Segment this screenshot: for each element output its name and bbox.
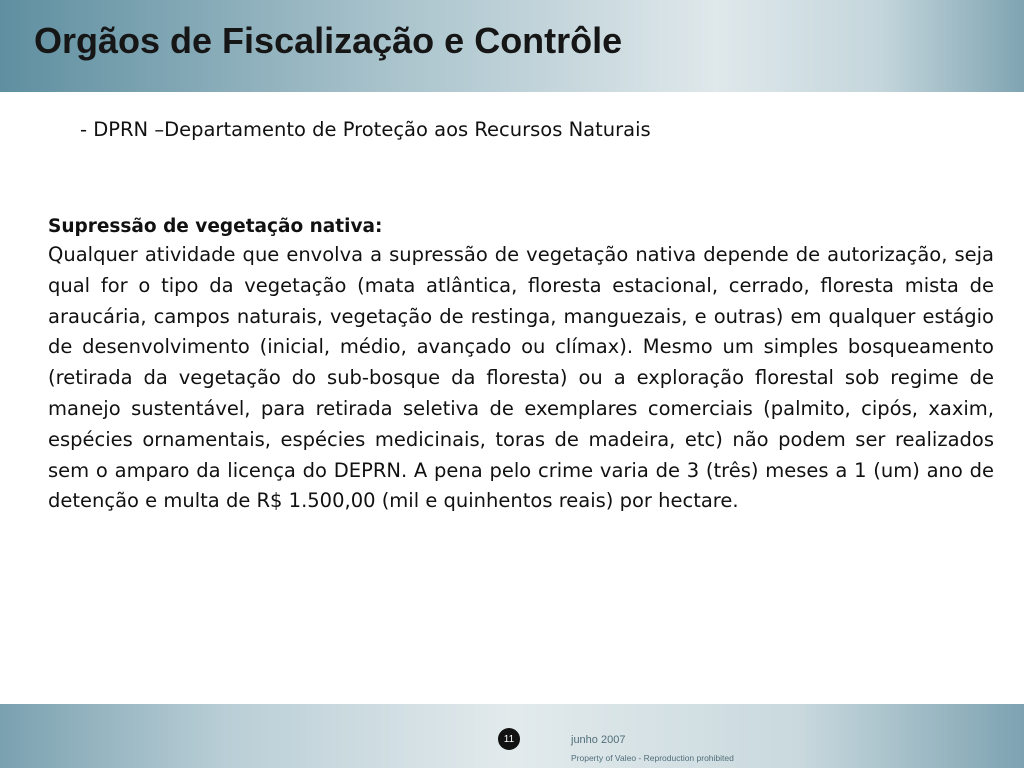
footer-copyright: Property of Valeo - Reproduction prohibited — [571, 753, 734, 763]
footer-date: junho 2007 — [571, 734, 626, 746]
content-section — [48, 214, 994, 517]
slide-subtitle: - DPRN –Departamento de Proteção aos Recursos Naturais — [80, 118, 651, 141]
section-body: Qualquer atividade que envolva a supressão de vegetação nativa depende de autorização, seja qual for o tipo da vegetação (mata atlântica, floresta estacional, cerrado, floresta mista de araucária, campos naturais, vegetação de restinga, manguezais, e outras) em qualquer estágio de desenvolvimento (inicial, médio, avançado ou clímax). Mesmo um simples bosqueamento (retirada da vegetação do sub-bosque da floresta) ou a exploração florestal sob regime de manejo sustentável, para retirada seletiva de exemplares comerciais (palmito, cipós, xaxim, espécies ornamentais, espécies medicinais, toras de madeira, etc) não podem ser realizados sem o amparo da licença do DEPRN. A pena pelo crime varia de 3 (três) meses a 1 (um) ano de detenção e multa de R$ 1.500,00 (mil e quinhentos reais) por hectare. — [48, 243, 994, 513]
page-number-badge: 11 — [498, 728, 520, 750]
slide-title: Orgãos de Fiscalização e Contrôle — [34, 20, 623, 61]
section-heading: Supressão de vegetação nativa: — [48, 216, 383, 237]
